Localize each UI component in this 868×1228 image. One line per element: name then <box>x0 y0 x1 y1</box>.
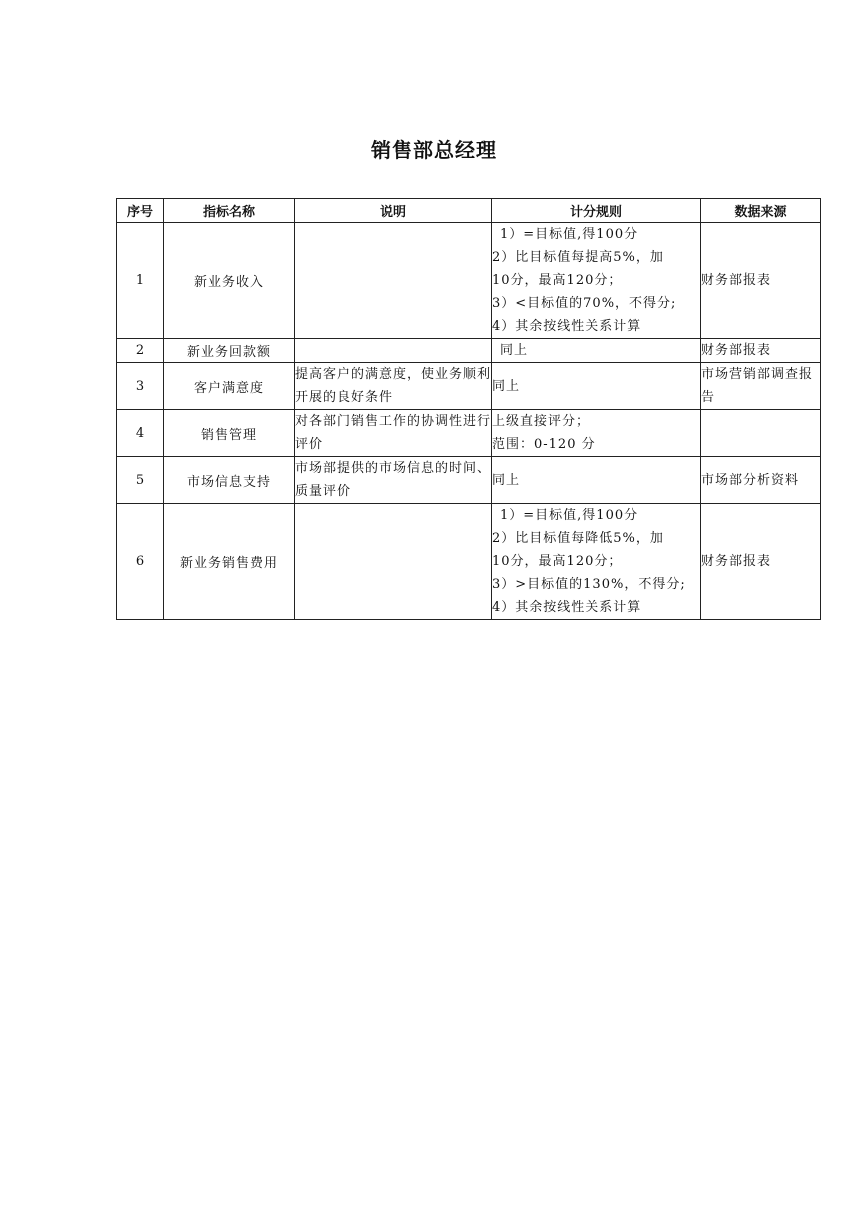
kpi-table <box>116 198 821 620</box>
indicator-name: 市场信息支持 <box>164 457 295 504</box>
rule-line: 2）比目标值每提高5%，加 <box>492 250 664 265</box>
data-source: 财务部报表 <box>701 504 821 620</box>
data-source: 市场部分析资料 <box>701 457 821 504</box>
table-header-row <box>117 199 821 223</box>
scoring-rule <box>492 339 701 363</box>
table-row <box>117 363 821 410</box>
page-title: 销售部总经理 <box>371 138 497 162</box>
indicator-description: 市场部提供的市场信息的时间、质量评价 <box>295 457 492 504</box>
indicator-name: 新业务销售费用 <box>164 504 295 620</box>
rule-line: 同上 <box>492 378 521 394</box>
row-number: 1 <box>117 223 164 339</box>
table-row <box>117 223 821 339</box>
indicator-name: 新业务回款额 <box>164 339 295 363</box>
rule-line: 1）=目标值,得100分 <box>500 227 639 242</box>
indicator-description: 对各部门销售工作的协调性进行评价 <box>295 410 492 457</box>
header-name: 指标名称 <box>164 199 295 223</box>
rule-line: 同上 <box>500 343 529 358</box>
row-number: 6 <box>117 504 164 620</box>
header-scoring-rule: 计分规则 <box>492 199 701 223</box>
header-description: 说明 <box>295 199 492 223</box>
rule-line: 上级直接评分； <box>492 414 591 429</box>
indicator-description <box>295 223 492 339</box>
data-source: 财务部报表 <box>701 339 821 363</box>
rule-line: 范围：0-120 分 <box>492 437 596 452</box>
rule-line: 1）=目标值,得100分 <box>500 508 639 523</box>
rule-line: 4）其余按线性关系计算 <box>492 600 642 615</box>
rule-line: 10分，最高120分； <box>492 554 623 569</box>
data-source: 财务部报表 <box>701 223 821 339</box>
rule-line: 10分，最高120分； <box>492 273 623 288</box>
row-number: 3 <box>117 363 164 410</box>
data-source: 市场营销部调查报告 <box>701 363 821 410</box>
table-row <box>117 410 821 457</box>
indicator-name: 销售管理 <box>164 410 295 457</box>
indicator-name: 客户满意度 <box>164 363 295 410</box>
rule-line: 3）<目标值的70%，不得分; <box>492 296 677 311</box>
rule-line: 2）比目标值每降低5%，加 <box>492 531 664 546</box>
indicator-description <box>295 339 492 363</box>
header-data-source: 数据来源 <box>701 199 821 223</box>
header-no: 序号 <box>117 199 164 223</box>
rule-line: 同上 <box>492 472 521 488</box>
scoring-rule <box>492 504 701 620</box>
table-row <box>117 504 821 620</box>
row-number: 5 <box>117 457 164 504</box>
rule-line: 3）>目标值的130%，不得分; <box>492 577 686 592</box>
row-number: 2 <box>117 339 164 363</box>
table-row <box>117 339 821 363</box>
scoring-rule <box>492 223 701 339</box>
rule-line: 4）其余按线性关系计算 <box>492 319 642 334</box>
indicator-name: 新业务收入 <box>164 223 295 339</box>
table-row <box>117 457 821 504</box>
scoring-rule <box>492 410 701 457</box>
row-number: 4 <box>117 410 164 457</box>
data-source <box>701 410 821 457</box>
indicator-description: 提高客户的满意度，使业务顺利开展的良好条件 <box>295 363 492 410</box>
scoring-rule <box>492 363 701 410</box>
indicator-description <box>295 504 492 620</box>
scoring-rule <box>492 457 701 504</box>
